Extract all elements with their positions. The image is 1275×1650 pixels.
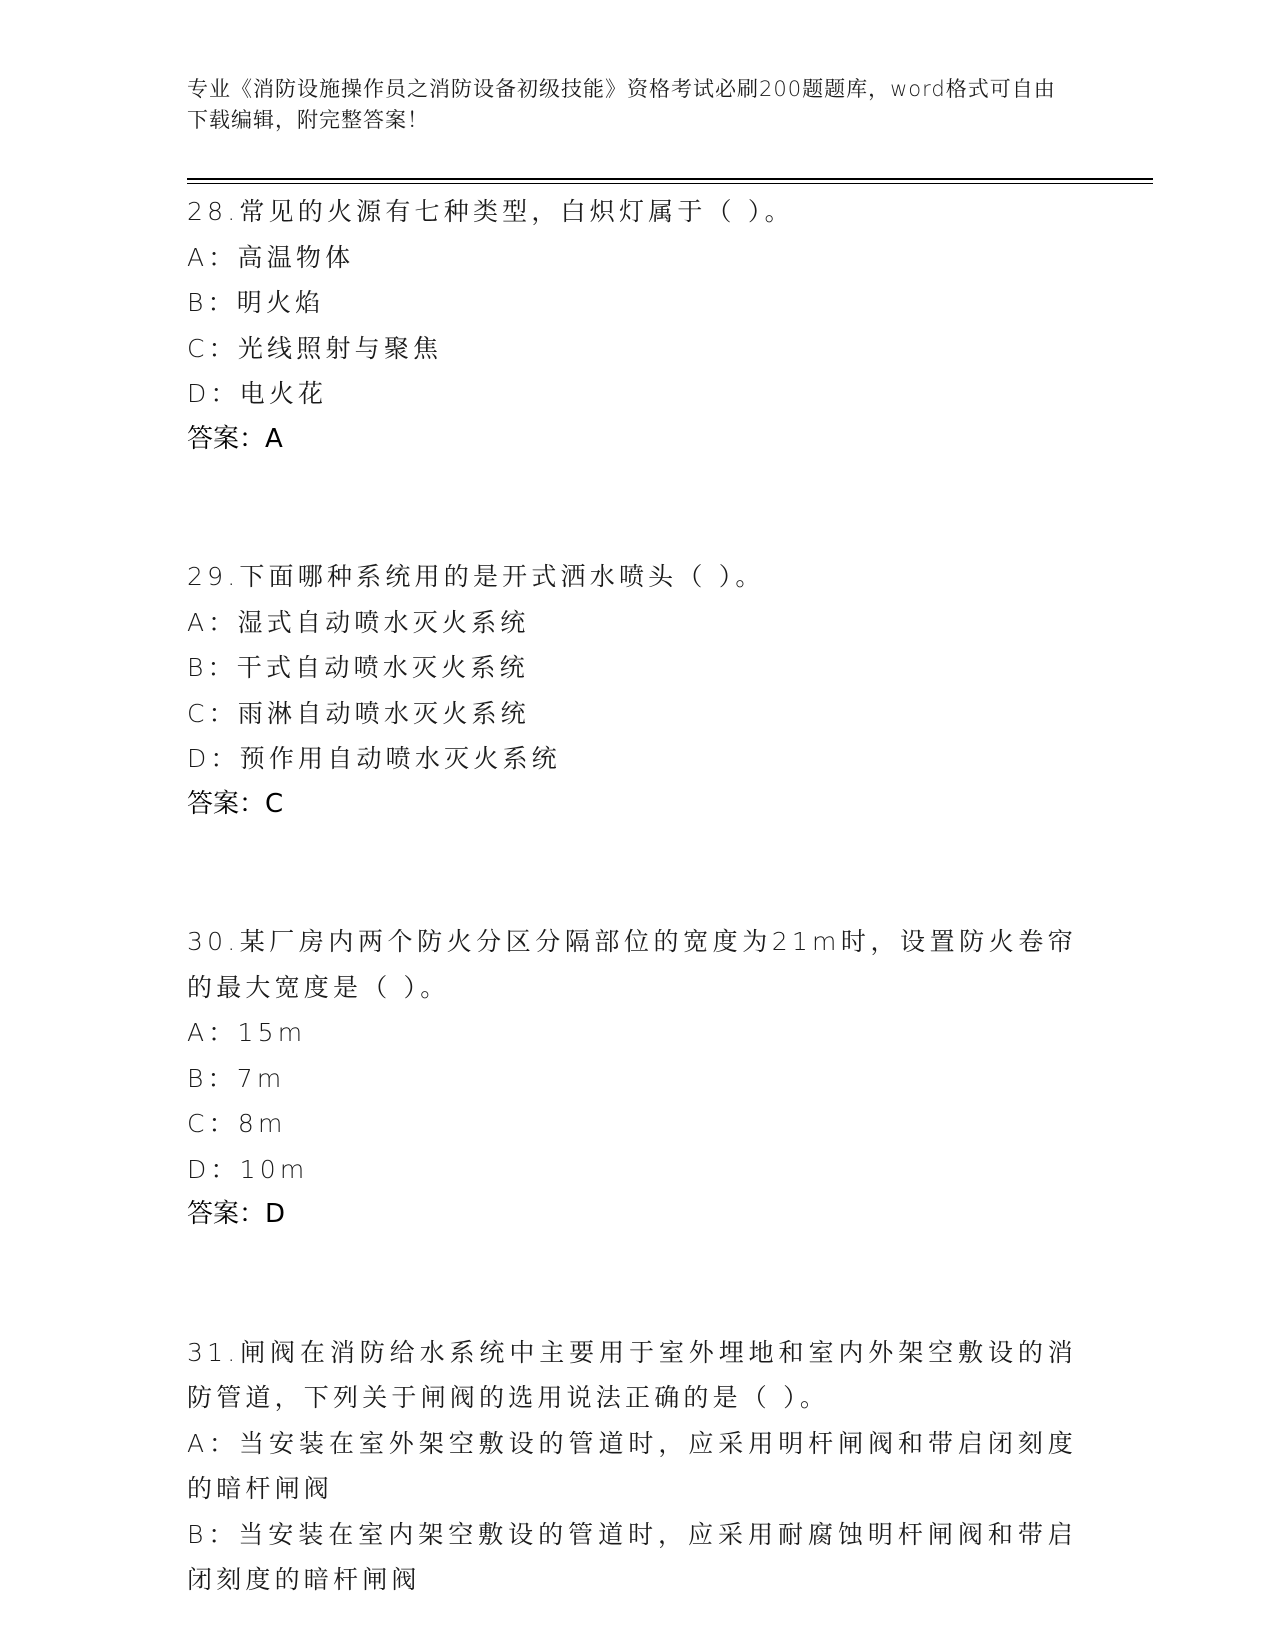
- option-a: A：15m: [187, 1018, 307, 1047]
- option-b: B：干式自动喷水灭火系统: [187, 653, 529, 682]
- question-stem: 28.常见的火源有七种类型，白炽灯属于（ ）。: [187, 197, 794, 226]
- question-stem: 29.下面哪种系统用的是开式洒水喷头（ ）。: [187, 562, 765, 591]
- option-b: B：当安装在室内架空敷设的管道时，应采用耐腐蚀明杆闸阀和带启闭刻度的暗杆闸阀: [187, 1519, 1077, 1594]
- answer-label: 答案：C: [187, 788, 284, 819]
- header-rule-thin: [187, 183, 1153, 184]
- question-stem: 31.闸阀在消防给水系统中主要用于室外埋地和室内外架空敷设的消防管道，下列关于闸阀的选用说法正确的是（ ）。: [187, 1337, 1077, 1412]
- option-a: A：当安装在室外架空敷设的管道时，应采用明杆闸阀和带启闭刻度的暗杆闸阀: [187, 1428, 1077, 1503]
- option-b: B：明火焰: [187, 288, 325, 317]
- option-d: D：10m: [187, 1154, 309, 1184]
- option-a: A：高温物体: [187, 242, 355, 272]
- option-c: C：光线照射与聚焦: [187, 333, 443, 363]
- option-c: C：8m: [187, 1109, 287, 1138]
- answer-label: 答案：D: [187, 1199, 286, 1229]
- question-list: [187, 189, 1077, 1603]
- question-stem: 30.某厂房内两个防火分区分隔部位的宽度为21m时，设置防火卷帘的最大宽度是（ ）。: [187, 927, 1077, 1002]
- option-a: A：湿式自动喷水灭火系统: [187, 607, 530, 637]
- option-d: D：预作用自动喷水灭火系统: [187, 744, 561, 773]
- document-header: 专业《消防设施操作员之消防设备初级技能》资格考试必刷200题题库，word格式可自由下载编辑，附完整答案！: [187, 77, 1056, 132]
- question-spacer: [187, 462, 1077, 554]
- option-d: D：电火花: [187, 379, 328, 408]
- header-rule-thick: [187, 178, 1153, 180]
- question-31: [187, 1330, 1077, 1603]
- question-28: [187, 189, 1077, 462]
- question-spacer: [187, 827, 1077, 919]
- question-spacer: [187, 1238, 1077, 1330]
- option-b: B：7m: [187, 1063, 286, 1093]
- question-30: [187, 919, 1077, 1238]
- answer-label: 答案：A: [187, 423, 283, 454]
- option-c: C：雨淋自动喷水灭火系统: [187, 698, 530, 728]
- question-29: [187, 554, 1077, 827]
